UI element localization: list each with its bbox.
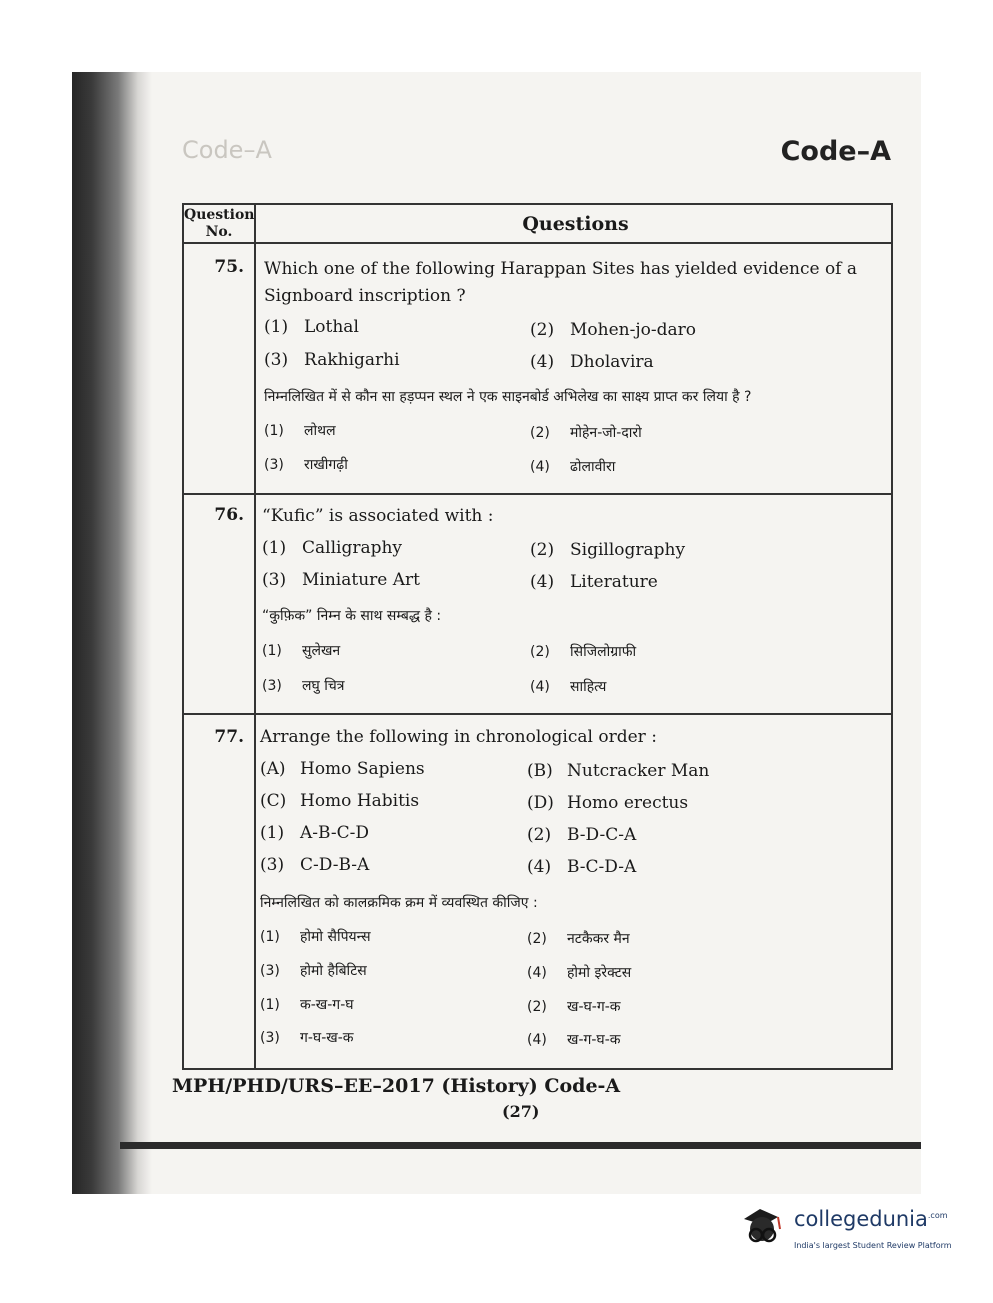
option-number: (1) [260, 823, 285, 843]
brand-name-text: collegedunia [794, 1207, 928, 1231]
option-text: साहित्य [570, 679, 607, 695]
option-3 [262, 570, 420, 590]
item-label: (B) [527, 761, 553, 781]
item-b-hindi [527, 929, 630, 948]
binding-shadow [72, 72, 138, 1194]
option-number: (3) [260, 963, 280, 979]
option-number: (2) [530, 425, 550, 441]
option-text: Calligraphy [302, 538, 403, 558]
bleed-through-text: Code–A [182, 136, 272, 164]
option-3-hindi [264, 455, 348, 474]
option-number: (2) [530, 644, 550, 660]
option-4-hindi [530, 677, 606, 696]
option-number: (4) [530, 679, 550, 695]
brand-name [794, 1207, 948, 1231]
option-number: (1) [264, 423, 284, 439]
option-2 [530, 320, 696, 340]
item-c [260, 791, 419, 811]
option-text: Mohen-jo-daro [570, 320, 696, 340]
item-label: (C) [260, 791, 287, 811]
option-1 [264, 317, 359, 337]
option-1-hindi [262, 641, 340, 660]
column-header-questions: Questions [522, 213, 629, 235]
option-2-hindi [530, 423, 642, 442]
item-text: Nutcracker Man [567, 761, 710, 781]
option-number: (4) [527, 965, 547, 981]
item-text: Homo Habitis [300, 791, 420, 811]
option-number: (1) [260, 997, 280, 1013]
item-text: Homo erectus [567, 793, 689, 813]
option-1-hindi [264, 421, 336, 440]
option-number: (4) [527, 857, 552, 877]
header-divider [184, 242, 891, 244]
option-4-hindi [530, 457, 615, 476]
item-c-hindi [260, 961, 367, 980]
footer-code: MPH/PHD/URS–EE–2017 (History) Code-A [172, 1075, 621, 1097]
option-text: A-B-C-D [300, 823, 369, 843]
binding-fade [138, 72, 152, 1194]
option-number: (4) [530, 352, 555, 372]
option-text: B-D-C-A [567, 825, 637, 845]
question-text: Signboard inscription ? [264, 286, 466, 306]
option-text: लोथल [304, 423, 336, 439]
option-number: (2) [530, 320, 555, 340]
column-header-qno: Question No. [184, 207, 255, 240]
option-1-hindi [260, 995, 354, 1014]
item-b [527, 761, 709, 781]
column-divider [254, 205, 256, 1068]
brand-logo[interactable] [738, 1201, 963, 1257]
row-divider [184, 713, 891, 715]
question-text-hindi: “कुफ़िक” निम्न के साथ सम्बद्ध है : [262, 608, 442, 624]
option-text: क-ख-ग-घ [300, 997, 354, 1013]
option-text: Dholavira [570, 352, 654, 372]
option-text: मोहेन-जो-दारो [570, 425, 642, 441]
option-text: ख-ग-घ-क [567, 1032, 621, 1048]
option-3 [260, 855, 369, 875]
option-text: ग-घ-ख-क [300, 1030, 354, 1046]
option-3-hindi [262, 676, 344, 695]
question-number: 77. [214, 727, 244, 747]
item-a [260, 759, 425, 779]
option-number: (1) [262, 538, 287, 558]
item-a-hindi [260, 927, 371, 946]
question-number: 75. [214, 257, 244, 277]
mascot-icon [738, 1201, 790, 1253]
item-label: (D) [527, 793, 554, 813]
option-text: Sigillography [570, 540, 686, 560]
option-text: होमो सैपियन्स [300, 929, 371, 945]
option-text: Miniature Art [302, 570, 420, 590]
brand-suffix: .com [927, 1211, 948, 1220]
question-text-hindi: निम्नलिखित में से कौन सा हड़प्पन स्थल ने एक साइनबोर्ड अभिलेख का साक्ष्य प्राप्त कर लिया है ? [264, 389, 752, 405]
option-number: (2) [527, 931, 547, 947]
option-text: लघु चित्र [302, 678, 345, 694]
option-text: नटकैकर मैन [567, 931, 630, 947]
option-1 [260, 823, 369, 843]
option-4 [530, 352, 654, 372]
option-number: (4) [530, 572, 555, 592]
option-text: ढोलावीरा [570, 459, 616, 475]
option-number: (2) [530, 540, 555, 560]
option-number: (2) [527, 999, 547, 1015]
item-d [527, 793, 688, 813]
option-text: C-D-B-A [300, 855, 370, 875]
option-number: (4) [530, 459, 550, 475]
option-text: होमो इरेक्टस [567, 965, 632, 981]
bottom-rule [120, 1142, 921, 1149]
option-number: (3) [260, 855, 285, 875]
option-number: (1) [262, 643, 282, 659]
option-text: Lothal [304, 317, 359, 337]
option-text: होमो हैबिटिस [300, 963, 367, 979]
option-number: (3) [262, 570, 287, 590]
row-divider [184, 493, 891, 495]
option-2-hindi [530, 642, 636, 661]
question-text: Which one of the following Harappan Sites has yielded evidence of a [264, 259, 858, 279]
option-2 [530, 540, 685, 560]
option-text: Rakhigarhi [304, 350, 400, 370]
scanned-page [72, 72, 921, 1194]
option-number: (3) [262, 678, 282, 694]
option-number: (4) [527, 1032, 547, 1048]
option-text: सुलेखन [302, 643, 341, 659]
code-label: Code–A [780, 136, 891, 167]
option-3 [264, 350, 400, 370]
option-4-hindi [527, 1030, 621, 1049]
option-text: Literature [570, 572, 658, 592]
option-4 [527, 857, 636, 877]
option-1 [262, 538, 402, 558]
item-label: (A) [260, 759, 286, 779]
option-number: (3) [264, 350, 289, 370]
option-number: (1) [260, 929, 280, 945]
option-number: (1) [264, 317, 289, 337]
brand-tagline: India's largest Student Review Platform [794, 1241, 952, 1250]
question-text: Arrange the following in chronological order : [260, 727, 657, 747]
option-2-hindi [527, 997, 621, 1016]
question-number: 76. [214, 505, 244, 525]
option-2 [527, 825, 636, 845]
item-d-hindi [527, 963, 631, 982]
option-number: (3) [264, 457, 284, 473]
item-text: Homo Sapiens [300, 759, 425, 779]
question-table [182, 203, 893, 1070]
question-text: “Kufic” is associated with : [262, 506, 494, 526]
option-4 [530, 572, 658, 592]
option-text: ख-घ-ग-क [567, 999, 621, 1015]
option-text: राखीगढ़ी [304, 457, 348, 473]
option-text: सिजिलोग्राफी [570, 644, 637, 660]
option-3-hindi [260, 1028, 354, 1047]
option-number: (2) [527, 825, 552, 845]
question-text-hindi: निम्नलिखित को कालक्रमिक क्रम में व्यवस्थित कीजिए : [260, 895, 538, 911]
option-number: (3) [260, 1030, 280, 1046]
option-text: B-C-D-A [567, 857, 637, 877]
page-number: (27) [502, 1102, 540, 1121]
